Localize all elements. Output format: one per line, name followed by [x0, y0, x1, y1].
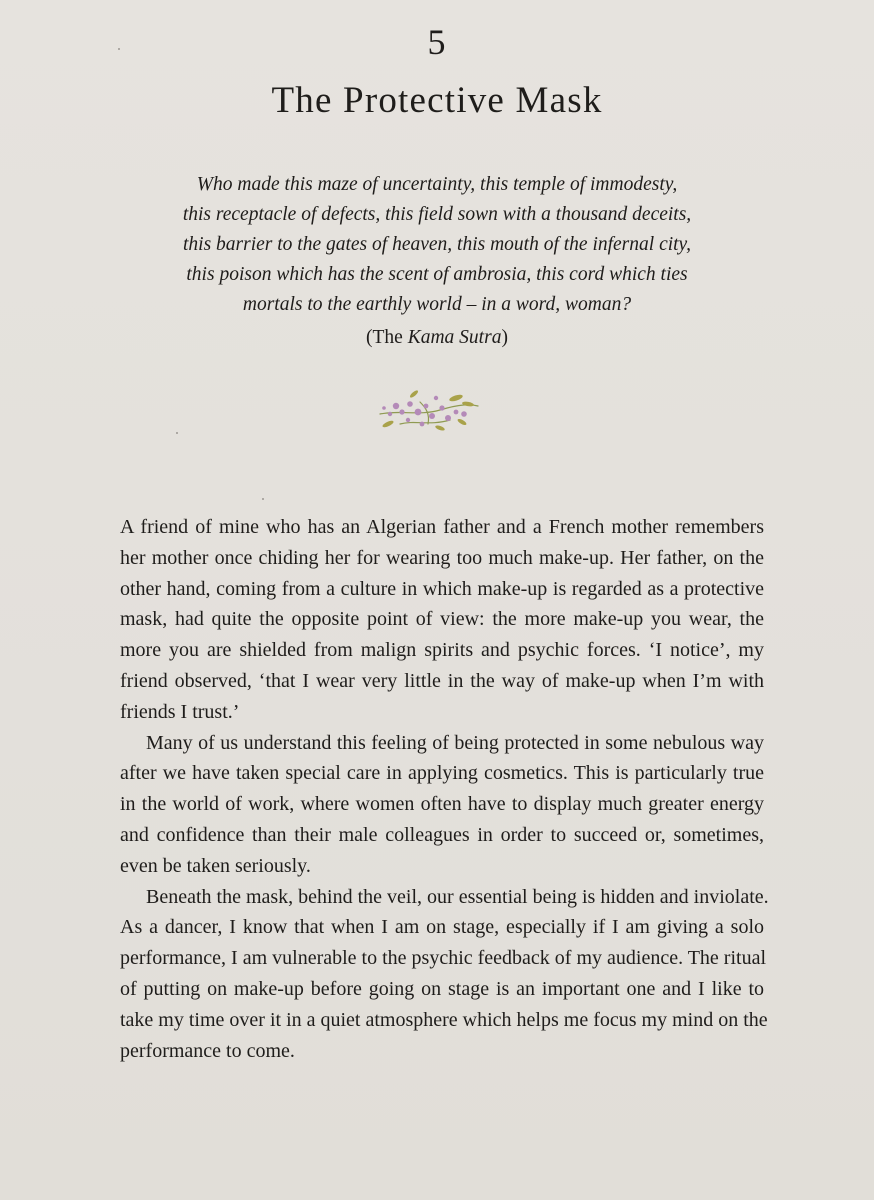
paper-speck [176, 432, 178, 434]
chapter-number: 5 [427, 22, 447, 62]
epigraph-line: this barrier to the gates of heaven, this mouth of the infernal city, [182, 234, 692, 255]
text-line: take my time over it in a quiet atmosphere which helps me focus my mind on the [120, 1008, 768, 1031]
epigraph-line: this poison which has the scent of ambrosia, this cord which ties [186, 264, 688, 285]
epigraph-line: this receptacle of defects, this field sown with a thousand deceits, [182, 204, 692, 225]
text-line: after we have taken special care in applying cosmetics. This is particularly true [120, 762, 764, 785]
chapter-title: The Protective Mask [271, 80, 603, 121]
floral-ornament-icon [370, 384, 482, 436]
source-prefix: (The [366, 327, 408, 348]
paper-speck [262, 498, 264, 500]
text-line: her mother once chiding her for wearing too much make-up. Her father, on the [120, 546, 764, 569]
text-line: Beneath the mask, behind the veil, our essential being is hidden and inviolate. [146, 885, 769, 908]
text-line: As a dancer, I know that when I am on stage, especially if I am giving a solo [120, 916, 764, 939]
text-line: friend observed, ‘that I wear very little in the way of make-up when I’m with [120, 669, 764, 692]
text-line: friends I trust.’ [120, 700, 240, 723]
text-line: more you are shielded from malign spirits and psychic forces. ‘I notice’, my [120, 639, 764, 662]
text-line: other hand, coming from a culture in which make-up is regarded as a protective [120, 577, 764, 600]
text-line: A friend of mine who has an Algerian father and a French mother remembers [120, 516, 764, 538]
text-line: of putting on make-up before going on stage is an important one and I like to [120, 977, 764, 1000]
text-line: performance to come. [120, 1039, 295, 1062]
text-line: in the world of work, where women often have to display much greater energy [120, 793, 764, 816]
body-text [120, 512, 769, 1066]
epigraph-source [0, 324, 874, 352]
text-line: and confidence than their male colleagues in order to succeed or, sometimes, [120, 823, 764, 846]
paragraph-1 [120, 512, 764, 728]
text-line: Many of us understand this feeling of being protected in some nebulous way [146, 731, 764, 754]
source-suffix: ) [501, 327, 508, 348]
text-line: performance, I am vulnerable to the psychic feedback of my audience. The ritual [120, 947, 767, 970]
epigraph [140, 170, 734, 320]
epigraph-line: mortals to the earthly world – in a word, woman? [242, 294, 632, 315]
paragraph-2 [120, 728, 764, 882]
epigraph-line: Who made this maze of uncertainty, this temple of immodesty, [196, 174, 678, 195]
text-line: even be taken seriously. [120, 854, 311, 877]
source-title: Kama Sutra [407, 327, 502, 348]
text-line: mask, had quite the opposite point of view: the more make-up you wear, the [120, 608, 764, 631]
paragraph-3 [120, 882, 769, 1067]
